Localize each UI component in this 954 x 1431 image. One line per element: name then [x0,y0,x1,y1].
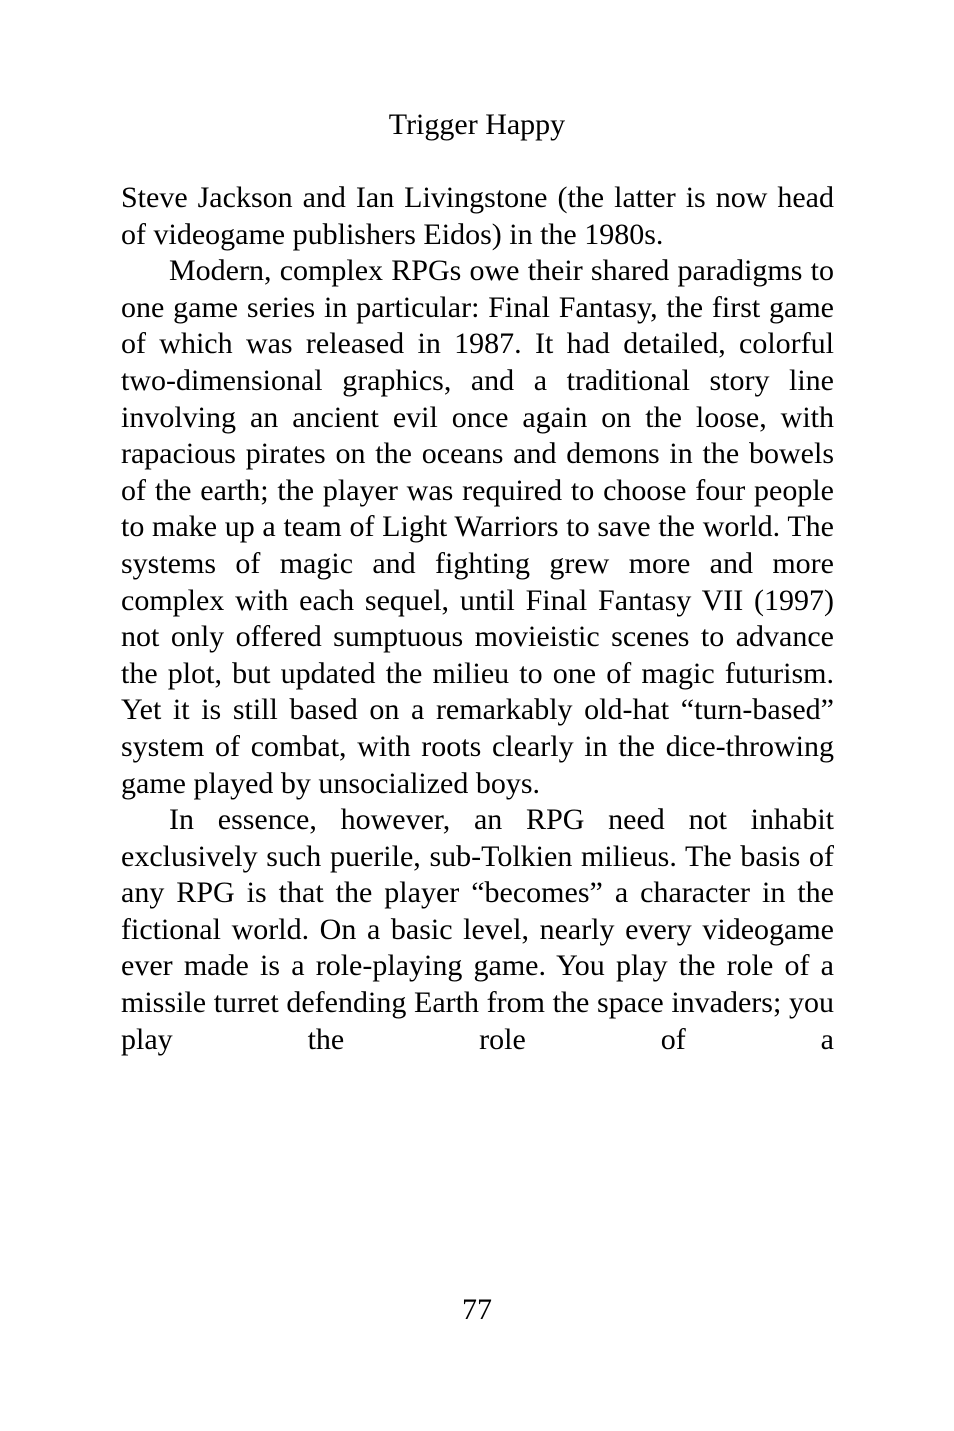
paragraph-2: Modern, complex RPGs owe their shared paradigms to one game series in particular: Final Fantasy, the first game of which was released in 1987. It had detailed, colorful two-dimensional graphics, and a traditional story line involving an ancient evil once again on the loose, with rapacious pirates on the oceans and demons in the bowels of the earth; the player was required to choose four people to make up a team of Light Warriors to save the world. The systems of magic and fighting grew more and more complex with each sequel, until Final Fantasy VII (1997) not only offered sumptuous movieistic scenes to advance the plot, but updated the milieu to one of magic futurism. Yet it is still based on a remarkably old-hat “turn-based” system of combat, with roots clearly in the dice-throwing game played by unsocialized boys. [121,254,834,800]
paragraph-1: Steve Jackson and Ian Livingstone (the latter is now head of videogame publishers Eidos) in the 1980s. [121,181,834,251]
paragraph-3: In essence, however, an RPG need not inhabit exclusively such puerile, sub-Tolkien milieus. The basis of any RPG is that the player “becomes” a character in the fictional world. On a basic level, nearly every videogame ever made is a role-playing game. You play the role of a missile turret defending Earth from the space invaders; you play the role of a [121,803,834,1056]
running-head: Trigger Happy [388,108,566,141]
body-text [121,180,834,1058]
page-number: 77 [462,1293,492,1326]
